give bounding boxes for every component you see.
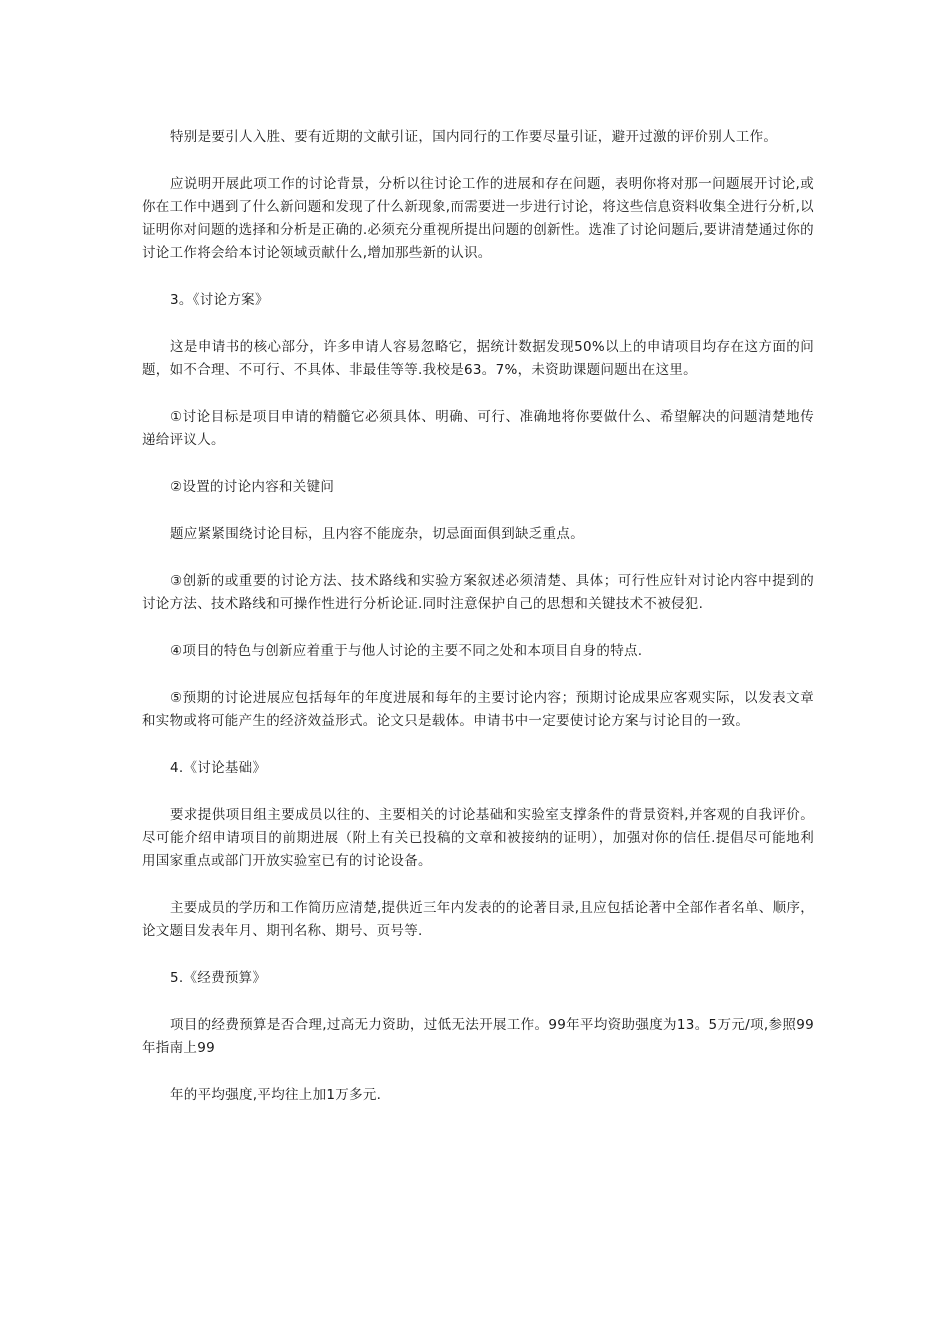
paragraph-9: ⑤预期的讨论进展应包括每年的年度进展和每年的主要讨论内容；预期讨论成果应客观实际，以发表文章和实物或将可能产生的经济效益形式。论文只是载体。申请书中一定要使讨论方案与讨论目的一致。 [142,690,814,729]
paragraph-13: 年的平均强度,平均往上加1万多元. [170,1087,382,1103]
paragraph-4: ①讨论目标是项目申请的精髓它必须具体、明确、可行、准确地将你要做什么、希望解决的问题清楚地传递给评议人。 [142,409,814,448]
paragraph-12: 项目的经费预算是否合理,过高无力资助，过低无法开展工作。99年平均资助强度为13。5万元/项,参照99年指南上99 [142,1017,814,1056]
document-body [142,126,814,1131]
paragraph-10: 要求提供项目组主要成员以往的、主要相关的讨论基础和实验室支撑条件的背景资料,并客观的自我评价。尽可能介绍申请项目的前期进展（附上有关已投稿的文章和被接纳的证明），加强对你的信任.提倡尽可能地利用国家重点或部门开放实验室已有的讨论设备。 [142,807,814,869]
paragraph-2: 应说明开展此项工作的讨论背景，分析以往讨论工作的进展和存在问题，表明你将对那一问题展开讨论,或你在工作中遇到了什么新问题和发现了什么新现象,而需要进一步进行讨论，将这些信息资料收集全进行分析,以证明你对问题的选择和分析是正确的.必须充分重视所提出问题的创新性。选准了讨论问题后,要讲清楚通过你的讨论工作将会给本讨论领域贡献什么,增加那些新的认识。 [142,176,814,261]
paragraph-5: ②设置的讨论内容和关键问 [170,479,335,495]
paragraph-6: 题应紧紧围绕讨论目标，且内容不能庞杂，切忌面面俱到缺乏重点。 [170,526,584,542]
paragraph-8: ④项目的特色与创新应着重于与他人讨论的主要不同之处和本项目自身的特点. [170,643,643,659]
section-heading-5: 5.《经费预算》 [170,970,267,986]
paragraph-7: ③创新的或重要的讨论方法、技术路线和实验方案叙述必须清楚、具体；可行性应针对讨论内容中提到的讨论方法、技术路线和可操作性进行分析论证.同时注意保护自己的思想和关键技术不被侵犯. [142,573,814,612]
paragraph-3: 这是申请书的核心部分，许多申请人容易忽略它，据统计数据发现50%以上的申请项目均存在这方面的问题，如不合理、不可行、不具体、非最佳等等.我校是63。7%，未资助课题问题出在这里。 [142,339,814,378]
paragraph-11: 主要成员的学历和工作简历应清楚,提供近三年内发表的的论著目录,且应包括论著中全部作者名单、顺序，论文题目发表年月、期刊名称、期号、页号等. [142,900,814,939]
section-heading-4: 4.《讨论基础》 [170,760,267,776]
paragraph-1: 特别是要引人入胜、要有近期的文献引证，国内同行的工作要尽量引证，避开过激的评价别人工作。 [170,129,778,145]
section-heading-3: 3。《讨论方案》 [170,292,269,308]
